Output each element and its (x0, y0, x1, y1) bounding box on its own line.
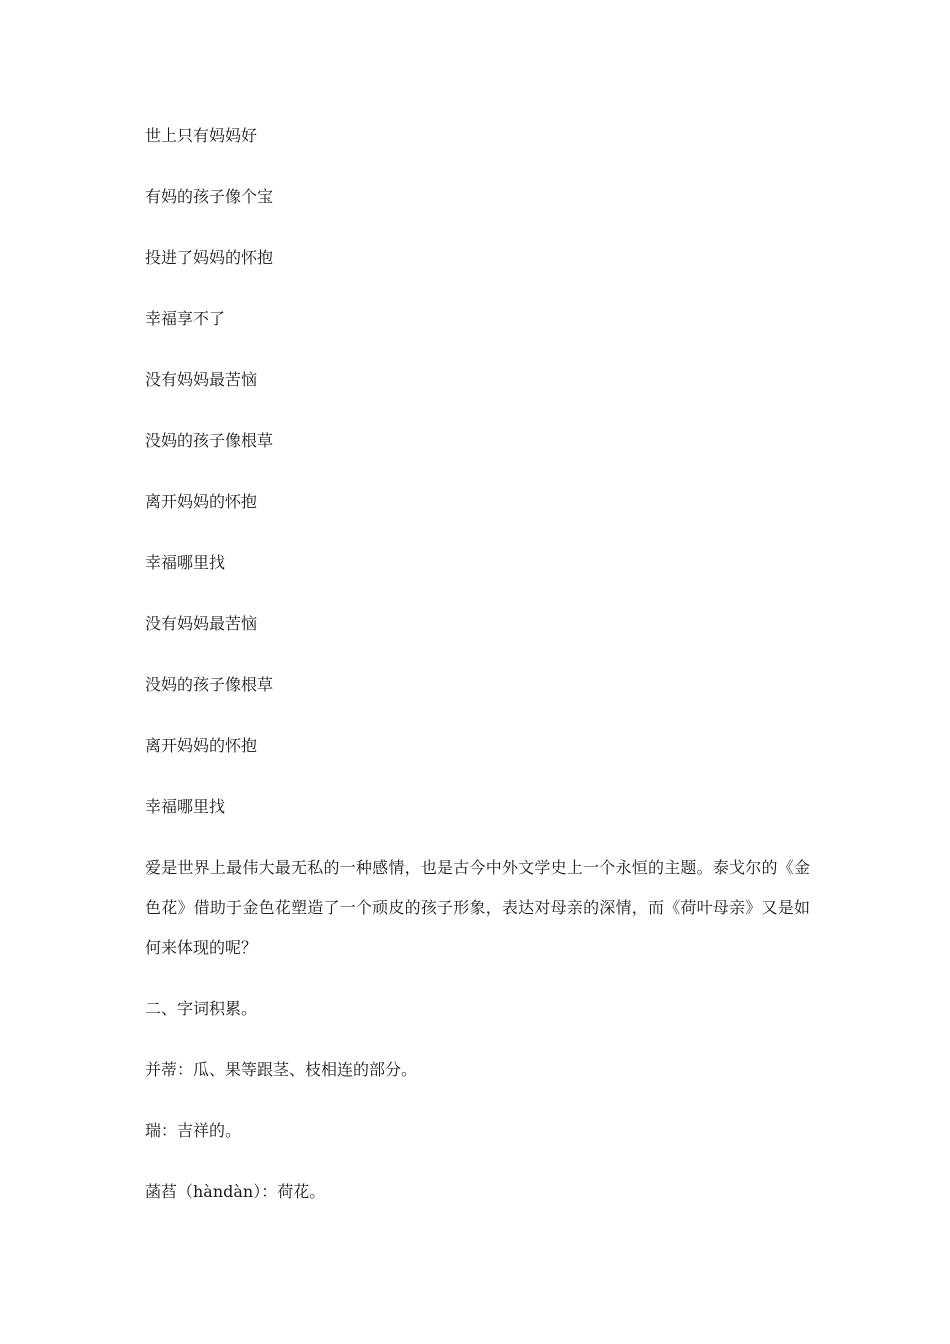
intro-paragraph: 爱是世界上最伟大最无私的一种感情，也是古今中外文学史上一个永恒的主题。泰戈尔的《金色花》借助于金色花塑造了一个顽皮的孩子形象，表达对母亲的深情，而《荷叶母亲》又是如何来体现的呢？ (145, 858, 810, 957)
vocab-item: 瑞：吉祥的。 (145, 1121, 242, 1140)
poem-line: 投进了妈妈的怀抱 (145, 248, 274, 267)
poem-line: 没有妈妈最苦恼 (145, 370, 258, 389)
poem-line: 幸福哪里找 (145, 797, 226, 816)
poem-line: 幸福享不了 (145, 309, 226, 328)
poem-line: 没有妈妈最苦恼 (145, 614, 258, 633)
poem-line: 有妈的孩子像个宝 (145, 187, 274, 206)
poem-line: 没妈的孩子像根草 (145, 675, 274, 694)
poem-line: 没妈的孩子像根草 (145, 431, 274, 450)
vocab-item: 并蒂：瓜、果等跟茎、枝相连的部分。 (145, 1060, 418, 1079)
vocab-item: 菡萏（hàndàn）：荷花。 (145, 1182, 326, 1201)
poem-line: 幸福哪里找 (145, 553, 226, 572)
section-heading: 二、字词积累。 (145, 999, 258, 1018)
poem-line: 离开妈妈的怀抱 (145, 736, 258, 755)
poem-line: 离开妈妈的怀抱 (145, 492, 258, 511)
document-page (145, 124, 810, 1241)
poem-line: 世上只有妈妈好 (145, 126, 258, 145)
